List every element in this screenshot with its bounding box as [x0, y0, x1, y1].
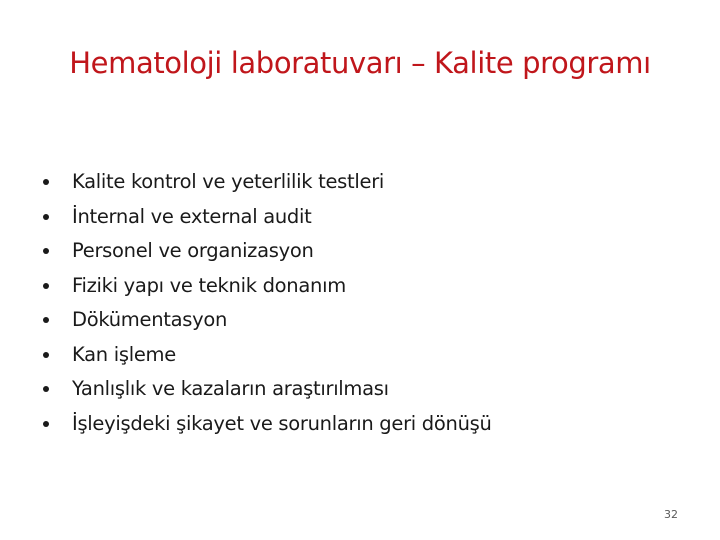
- bullet-item: [38, 200, 492, 235]
- bullet-dot-icon: [43, 248, 49, 254]
- bullet-dot-icon: [43, 352, 49, 358]
- bullet-dot-icon: [43, 386, 49, 392]
- bullet-text: Kalite kontrol ve yeterlilik testleri: [72, 170, 385, 193]
- bullet-text: Kan işleme: [72, 342, 176, 366]
- bullet-text: İşleyişdeki şikayet ve sorunların geri dönüşü: [72, 411, 492, 435]
- bullet-item: [38, 269, 492, 304]
- bullet-item: [38, 338, 492, 373]
- bullet-dot-icon: [43, 179, 49, 185]
- slide-title: Hematoloji laboratuvarı – Kalite programı: [69, 46, 651, 80]
- bullet-item: [38, 234, 492, 269]
- bullet-text: Yanlışlık ve kazaların araştırılması: [72, 377, 389, 400]
- bullet-item: [38, 165, 492, 200]
- bullet-dot-icon: [43, 283, 49, 289]
- bullet-dot-icon: [43, 214, 49, 220]
- page-number: 32: [664, 508, 678, 521]
- bullet-text: Dökümentasyon: [72, 308, 228, 331]
- bullet-dot-icon: [43, 317, 49, 323]
- bullet-list: [38, 165, 492, 441]
- bullet-text: İnternal ve external audit: [72, 204, 312, 228]
- bullet-item: [38, 372, 492, 407]
- bullet-dot-icon: [43, 421, 49, 427]
- bullet-text: Personel ve organizasyon: [72, 239, 314, 262]
- bullet-text: Fiziki yapı ve teknik donanım: [72, 273, 346, 297]
- bullet-item: [38, 303, 492, 338]
- bullet-item: [38, 407, 492, 442]
